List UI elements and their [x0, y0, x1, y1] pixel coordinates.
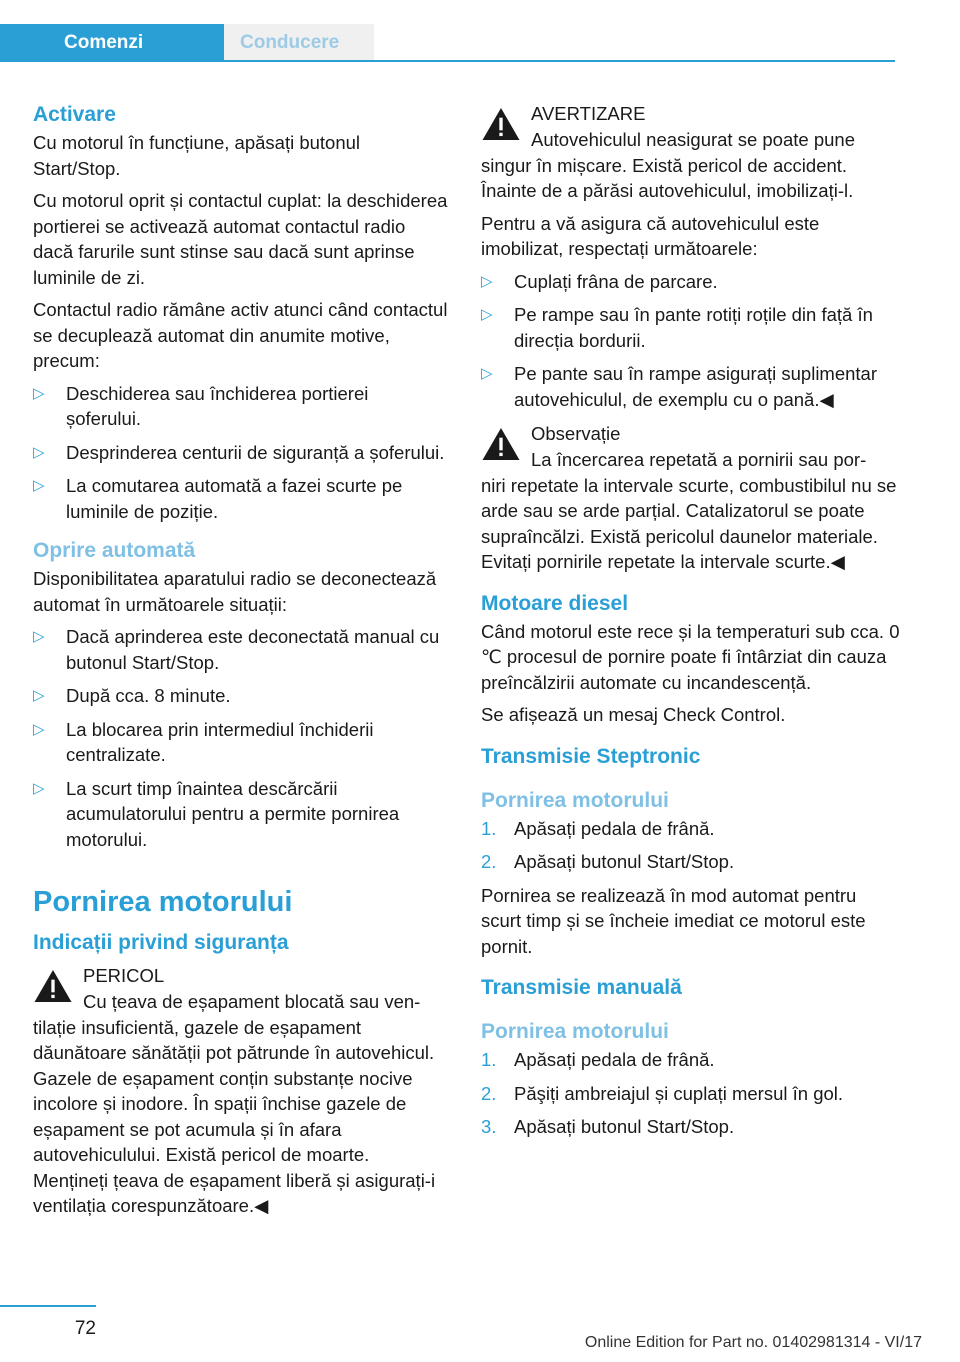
bullet-triangle-icon: ▷ [33, 477, 45, 494]
observatie-note [481, 420, 901, 575]
list-item: 2. Apăsați butonul Start/Stop. [481, 849, 901, 875]
bullet-triangle-icon: ▷ [481, 365, 493, 382]
list-item: ▷ Pe rampe sau în pante rotiți roțile din față în direcția bordurii. [481, 304, 873, 351]
list-item: ▷ La scurt timp înaintea descărcării acumulatorului pentru a permite pornirea motorului. [33, 777, 400, 850]
observatie-text: niri repetate la intervale scurte, combustibilul nu se arde sau se arde parțial. Catalizatorul se poate supraîncălzi. Există pericolul daunelor materiale. Evitați pornirile repetate la intervale scurte.◀ [481, 474, 897, 572]
step-number: 2. [481, 1082, 497, 1104]
header-tabbar [0, 24, 895, 62]
diesel-heading: Motoare diesel [481, 591, 629, 615]
indicatii-heading: Indicații privind siguranța [33, 931, 289, 954]
list-item: ▷ Cuplați frâna de parcare. [481, 269, 901, 295]
tab-conducere[interactable]: Conducere [224, 24, 374, 60]
pericol-title: PERICOL [83, 965, 165, 986]
steptronic-paragraph: Pornirea se realizează în mod automat pentru scurt timp și se încheie imediat ce motorul este pornit. [481, 884, 866, 957]
page-number: 72 [74, 1318, 96, 1339]
step-number: 1. [481, 1049, 497, 1070]
observatie-text-first: La încercarea repetată a pornirii sau por- [531, 449, 867, 470]
list-item: 2. Păşiți ambreiajul și cuplați mersul în gol. [481, 1081, 901, 1107]
step-number: 2. [481, 851, 497, 872]
footer-rule [0, 1305, 96, 1307]
steptronic-heading: Transmisie Steptronic [481, 744, 701, 768]
warning-triangle-icon [481, 426, 521, 462]
avertizare-title: AVERTIZARE [531, 103, 646, 124]
bullet-triangle-icon: ▷ [33, 384, 45, 402]
list-item: ▷ Desprinderea centurii de siguranță a șoferului. [33, 440, 448, 466]
oprire-heading: Oprire automată [33, 539, 196, 562]
oprire-paragraph: Disponibilitatea aparatului radio se deconectează automat în următoarele situații: [33, 568, 437, 615]
steptronic-steps [481, 816, 901, 875]
pericol-text: tilație insuficientă, gazele de eșapament dăunătoare sănătății pot pătrunde în autovehicul. Gazele de eșapament conțin substanțe nocive incolore și inodore. În spații închise gazele de eșapament se pot acumula și în afara autovehiculului. Există pericol de moarte. Mențineți țeava de eșapament liberă și asigurați-i ventilația corespunzătoare.◀ [33, 1016, 436, 1216]
avertizare-paragraph-2: Pentru a vă asigura că autovehiculul este imobilizat, respectați următoarele: [481, 212, 820, 259]
list-item: ▷ La blocarea prin intermediul închiderii centralizate. [33, 718, 374, 765]
bullet-triangle-icon: ▷ [33, 443, 45, 461]
warning-triangle-icon [33, 968, 73, 1004]
list-item: ▷ La comutarea automată a fazei scurte pe luminile de poziție. [33, 475, 403, 522]
right-column [481, 100, 901, 1148]
bullet-triangle-icon: ▷ [33, 687, 45, 704]
avertizare-text: singur în mișcare. Există pericol de accident. Înainte de a părăsi autovehiculul, imobilizați-l. [481, 154, 854, 201]
list-item: 3. Apăsați butonul Start/Stop. [481, 1114, 901, 1140]
pornirea-motorului-title: Pornirea motorului [33, 886, 293, 918]
diesel-paragraph-1: Când motorul este rece și la temperaturi sub cca. 0 ℃ procesul de pornire poate fi întârziat din cauza preîncălzirii automate cu incandescență. [481, 620, 900, 693]
diesel-paragraph-2: Se afișează un mesaj Check Control. [481, 704, 786, 725]
manual-heading: Transmisie manuală [481, 976, 682, 999]
pericol-text-first: Cu țeava de eșapament blocată sau ven- [83, 991, 421, 1012]
list-item: ▷ După cca. 8 minute. [33, 683, 448, 709]
list-item: ▷ Dacă aprinderea este deconectată manual cu butonul Start/Stop. [33, 626, 440, 673]
observatie-title: Observație [531, 423, 621, 444]
avertizare-list [481, 269, 901, 413]
activare-paragraph-1: Cu motorul în funcțiune, apăsați butonul Start/Stop. [33, 132, 361, 179]
steptronic-subheading: Pornirea motorului [481, 788, 669, 812]
manual-subheading: Pornirea motorului [481, 1020, 669, 1043]
activare-paragraph-2: Cu motorul oprit și contactul cuplat: la deschiderea portierei se activează automat contactul radio dacă farurile sunt stinse sau dacă sunt aprinse luminile de zi. [33, 190, 448, 288]
avertizare-warning [481, 100, 901, 204]
bullet-triangle-icon: ▷ [481, 306, 493, 323]
edition-footer: Online Edition for Part no. 01402981314 - VI/17 [584, 1334, 922, 1351]
activare-heading: Activare [33, 103, 116, 126]
list-item: ▷ Pe pante sau în rampe asigurați suplimentar autovehiculul, de exemplu cu o pană.◀ [481, 363, 878, 410]
bullet-triangle-icon: ▷ [33, 628, 45, 645]
pericol-warning [33, 962, 448, 1219]
warning-triangle-icon [481, 106, 521, 142]
manual-steps [481, 1047, 901, 1140]
step-number: 3. [481, 1116, 497, 1137]
bullet-triangle-icon: ▷ [33, 720, 45, 738]
bullet-triangle-icon: ▷ [33, 779, 45, 797]
list-item: ▷ Deschiderea sau închiderea portierei șoferului. [33, 382, 369, 429]
left-column [33, 100, 448, 1226]
bullet-triangle-icon: ▷ [481, 272, 493, 290]
avertizare-text-first: Autovehiculul neasigurat se poate pune [531, 129, 855, 150]
tab-comenzi[interactable]: Comenzi [0, 24, 224, 60]
list-item: 1. Apăsați pedala de frână. [481, 1047, 901, 1073]
step-number: 1. [481, 817, 497, 839]
list-item: 1. Apăsați pedala de frână. [481, 816, 901, 842]
activare-list [33, 381, 448, 525]
oprire-list [33, 624, 448, 852]
activare-paragraph-3: Contactul radio rămâne activ atunci când contactul se decuplează automat din anumite motive, precum: [33, 299, 448, 371]
